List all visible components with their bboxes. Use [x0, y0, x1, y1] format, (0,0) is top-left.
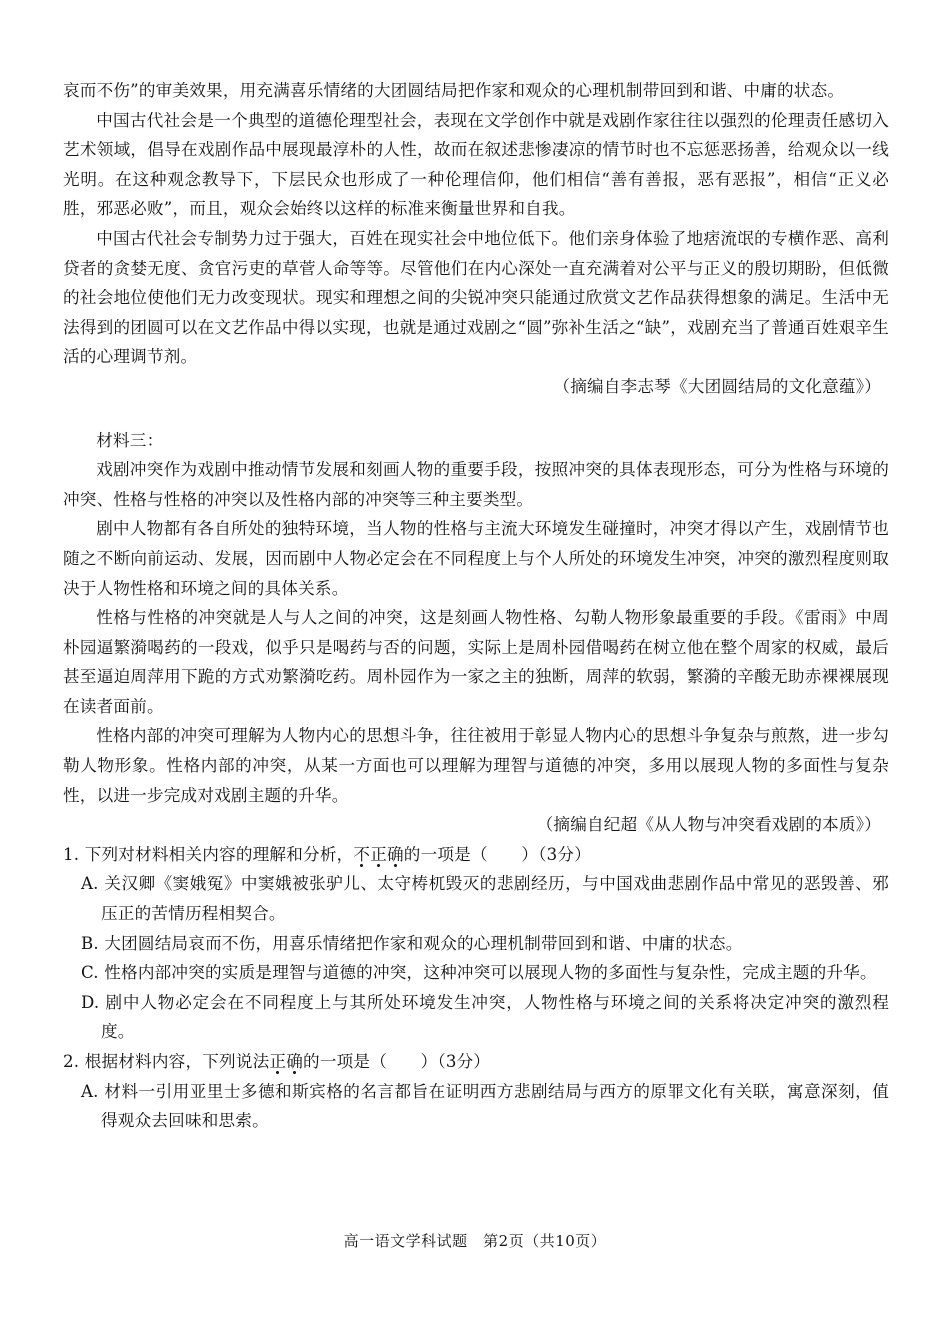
paragraph: 剧中人物都有各自所处的独特环境，当人物的性格与主流大环境发生碰撞时，冲突才得以产生，戏剧情节也随之不断向前运动、发展，因而剧中人物必定会在不同程度上与个人所处的环境发生冲突，冲突的激烈程度则取决于人物性格和环境之间的具体关系。 — [63, 519, 889, 598]
question-text: 1. 下列对材料相关内容的理解和分析， — [63, 844, 354, 864]
emphasis-char: 正 — [269, 1052, 287, 1071]
question-1-option-b: B. 大团圆结局哀而不伤，用喜乐情绪把作家和观众的心理机制带回到和谐、中庸的状态。 — [81, 933, 743, 953]
question-1-option-c: C. 性格内部冲突的实质是理智与道德的冲突，这种冲突可以展现人物的多面性与复杂性，完成主题的升华。 — [81, 963, 877, 983]
emphasis-char: 正 — [370, 844, 387, 864]
emphasis-char: 确 — [286, 1052, 304, 1071]
page-footer: 高一语文学科试题 第2页（共10页） — [343, 1232, 607, 1250]
emphasis-char: 不 — [353, 844, 371, 864]
paragraph: 性格与性格的冲突就是人与人之间的冲突，这是刻画人物性格、勾勒人物形象最重要的手段。《雷雨》中周朴园逼繁漪喝药的一段戏，似乎只是喝药与否的问题，实际上是周朴园借喝药在树立他在整个周家的权威，最后甚至逼迫周萍用下跪的方式劝繁漪吃药。周朴园作为一家之主的独断，周萍的软弱，繁漪的辛酸无助赤裸裸展现在读者面前。 — [63, 608, 889, 716]
section-heading: 材料三： — [96, 430, 164, 450]
question-1-option-d: D. 剧中人物必定会在不同程度上与其所处环境发生冲突，人物性格与环境之间的关系将决定冲突的激烈程度。 — [81, 992, 889, 1042]
citation-source: （摘编自李志琴《大团圆结局的文化意蕴》） — [553, 376, 881, 396]
page-content — [63, 76, 889, 1136]
question-1-option-a: A. 关汉卿《窦娥冤》中窦娥被张驴儿、太守梼杌毁灭的悲剧经历，与中国戏曲悲剧作品中常见的恶毁善、邪压正的苦情历程相契合。 — [81, 874, 889, 924]
question-2-option-a: A. 材料一引用亚里士多德和斯宾格的名言都旨在证明西方悲剧结局与西方的原罪文化有关联，寓意深刻，值得观众去回味和思索。 — [81, 1081, 889, 1131]
emphasis-char: 确 — [387, 844, 404, 864]
paragraph: 哀而不伤”的审美效果，用充满喜乐情绪的大团圆结局把作家和观众的心理机制带回到和谐、中庸的状态。 — [63, 81, 845, 100]
question-text: 2. 根据材料内容，下列说法 — [63, 1052, 270, 1071]
paragraph: 中国古代社会是一个典型的道德伦理型社会，表现在文学创作中就是戏剧作家往往以强烈的伦理责任感切入艺术领域，倡导在戏剧作品中展现最淳朴的人性，故而在叙述悲惨凄凉的情节时也不忘惩恶扬善，给观众以一线光明。在这种观念教导下，下层民众也形成了一种伦理信仰，他们相信“善有善报，恶有恶报”，相信“正义必胜，邪恶必败”，而且，观众会始终以这样的标准来衡量世界和自我。 — [63, 110, 889, 219]
citation-source: （摘编自纪超《从人物与冲突看戏剧的本质》） — [536, 815, 881, 835]
question-text: 的一项是（ ）（3分） — [303, 1052, 491, 1071]
paragraph: 戏剧冲突作为戏剧中推动情节发展和刻画人物的重要手段，按照冲突的具体表现形态，可分为性格与环境的冲突、性格与性格的冲突以及性格内部的冲突等三种主要类型。 — [63, 460, 889, 509]
question-text: 的一项是（ ）（3分） — [403, 844, 591, 864]
paragraph: 中国古代社会专制势力过于强大，百姓在现实社会中地位低下。他们亲身体验了地痞流氓的专横作恶、高利贷者的贪婪无度、贪官污吏的草菅人命等等。尽管他们在内心深处一直充满着对公平与正义的殷切期盼，但低微的社会地位使他们无力改变现状。现实和理想之间的尖锐冲突只能通过欣赏文艺作品获得想象的满足。生活中无法得到的团圆可以在文艺作品中得以实现，也就是通过戏剧之“圆”弥补生活之“缺”，戏剧充当了普通百姓艰辛生活的心理调节剂。 — [63, 228, 889, 367]
paragraph: 性格内部的冲突可理解为人物内心的思想斗争，往往被用于彰显人物内心的思想斗争复杂与煎熬，进一步勾勒人物形象。性格内部的冲突，从某一方面也可以理解为理智与道德的冲突，多用以展现人物的多面性与复杂性，以进一步完成对戏剧主题的升华。 — [63, 726, 889, 805]
question-1-stem — [63, 840, 889, 870]
spacer — [63, 402, 889, 426]
question-2-stem — [63, 1047, 889, 1077]
